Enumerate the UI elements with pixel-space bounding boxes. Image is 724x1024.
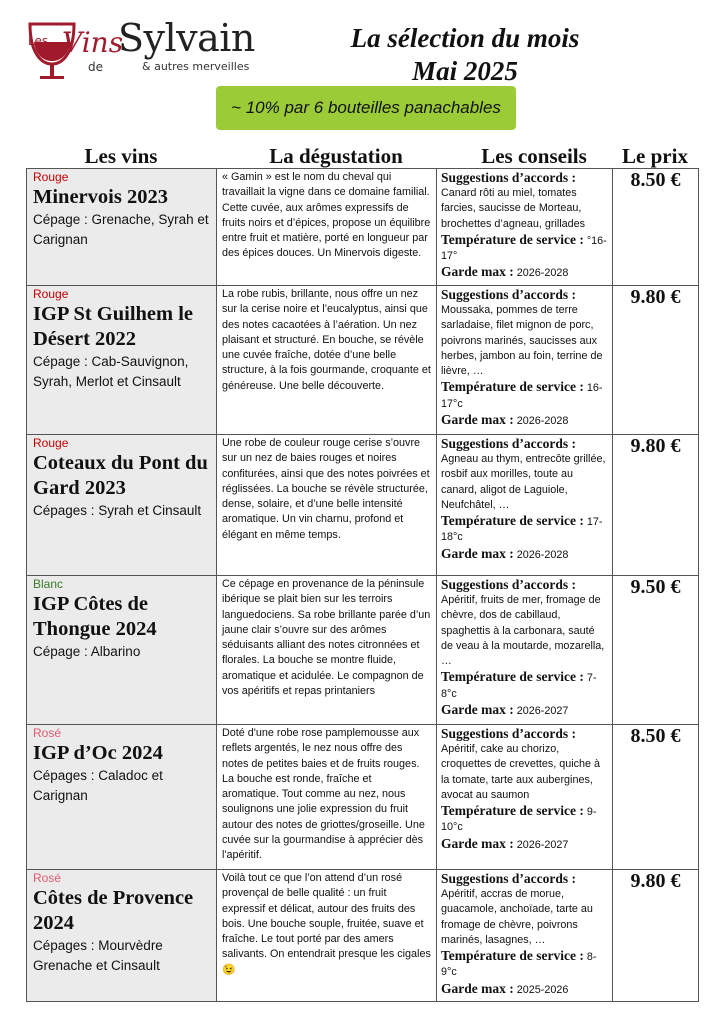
- suggestions-label: Suggestions d’accords :: [441, 436, 577, 451]
- garde-label: Garde max :: [441, 412, 514, 428]
- wine-type: Rouge: [33, 170, 69, 184]
- garde-value: 2026-2027: [516, 838, 569, 851]
- wine-name: Minervois 2023: [33, 186, 168, 208]
- wine-name: IGP d’Oc 2024: [33, 742, 163, 764]
- price-cell: 9.50 €: [613, 576, 699, 725]
- wine-type: Rosé: [33, 726, 62, 740]
- temperature-value: 16-17°c: [441, 382, 603, 410]
- pairings-text: Agneau au thym, entrecôte grillée, rosbif aux morilles, toute au canard, aligot de Laguiole, Neufchâtel, …: [441, 453, 606, 511]
- logo-tagline: & autres merveilles: [142, 60, 250, 73]
- garde-value: 2026-2028: [516, 415, 569, 428]
- title-line-2: Mai 2025: [412, 56, 518, 86]
- tasting-cell: « Gamin » est le nom du cheval qui travaillait la vigne dans ce domaine familial. Cette cuvée, aux arômes expressifs de fruits noirs et d’épices, propose un équilibre entre fruit et matière, porté en longueur par des épices douces. Un Minervois digeste.: [217, 169, 437, 286]
- price-cell: 9.80 €: [613, 870, 699, 1002]
- temperature-value: 9-10°c: [441, 806, 597, 834]
- suggestions-label: Suggestions d’accords :: [441, 726, 577, 741]
- temperature-value: 8-9°c: [441, 951, 597, 979]
- wine-name: IGP Côtes de Thongue 2024: [33, 593, 157, 640]
- temperature-label: Température de service :: [441, 379, 584, 395]
- price-cell: 8.50 €: [613, 725, 699, 870]
- wine-name: Côtes de Provence 2024: [33, 887, 194, 934]
- wine-type: Rosé: [33, 871, 62, 885]
- logo: [22, 14, 262, 84]
- suggestions-label: Suggestions d’accords :: [441, 871, 577, 886]
- price-cell: 8.50 €: [613, 169, 699, 286]
- temperature-label: Température de service :: [441, 948, 584, 964]
- wine-cell: [27, 435, 217, 576]
- temperature-label: Température de service :: [441, 231, 584, 247]
- tasting-cell: La robe rubis, brillante, nous offre un nez sur la cerise noire et l’eucalyptus, ainsi que des notes cacaotées à l’aération. Un nez plaisant et structuré. En bouche, se révèle une cuvée fraîche, dotée d’une belle structure, à la fois gourmande, croquante et généreuse. Une belle découverte.: [217, 286, 437, 435]
- logo-name: Sylvain: [118, 16, 255, 60]
- table-row: [27, 576, 699, 725]
- wine-cell: [27, 286, 217, 435]
- tasting-cell: Doté d'une robe rose pamplemousse aux reflets argentés, le nez nous offre des notes de petites baies et de fruits rouges. La bouche est ronde, fraîche et aromatique. Tout comme au nez, nous soulignons une jolie expression du fruit autour des notes de griottes/groseille. Une cuvée sur la gourmandise à apprécier dès l'apéritif.: [217, 725, 437, 870]
- advice-cell: [437, 725, 613, 870]
- wine-cepage: Cépages : Caladoc et Carignan: [33, 768, 163, 803]
- page-title: [300, 22, 630, 88]
- pairings-text: Apéritif, accras de morue, guacamole, anchoïade, tarte au fromage de chèvre, poivrons marinés, lasagnes, …: [441, 888, 593, 946]
- wine-table: [26, 168, 699, 1002]
- column-headers: [26, 144, 724, 168]
- pairings-text: Moussaka, pommes de terre sarladaise, filet mignon de porc, poivrons marinés, saucisses aux herbes, jambon au foin, terrine de lièvre, …: [441, 304, 603, 378]
- garde-label: Garde max :: [441, 835, 514, 851]
- garde-label: Garde max :: [441, 264, 514, 280]
- advice-cell: [437, 435, 613, 576]
- table-row: [27, 870, 699, 1002]
- wine-cell: [27, 870, 217, 1002]
- temperature-label: Température de service :: [441, 513, 584, 529]
- garde-value: 2026-2028: [516, 548, 569, 561]
- advice-cell: [437, 870, 613, 1002]
- suggestions-label: Suggestions d’accords :: [441, 287, 577, 302]
- wine-name: Coteaux du Pont du Gard 2023: [33, 452, 208, 499]
- garde-value: 2026-2027: [516, 705, 569, 718]
- temperature-value: °16-17°: [441, 234, 607, 263]
- header-wines: Les vins: [84, 144, 158, 168]
- garde-label: Garde max :: [441, 545, 514, 561]
- wine-cell: [27, 576, 217, 725]
- temperature-value: 7-8°c: [441, 672, 597, 700]
- garde-label: Garde max :: [441, 702, 514, 718]
- price-cell: 9.80 €: [613, 286, 699, 435]
- header-tasting: La dégustation: [269, 144, 403, 168]
- price-cell: 9.80 €: [613, 435, 699, 576]
- wine-cepage: Cépage : Albarino: [33, 644, 141, 659]
- suggestions-label: Suggestions d’accords :: [441, 577, 577, 592]
- advice-cell: [437, 576, 613, 725]
- wine-cell: [27, 169, 217, 286]
- advice-cell: [437, 169, 613, 286]
- temperature-label: Température de service :: [441, 669, 584, 685]
- table-row: [27, 435, 699, 576]
- logo-de: de: [88, 60, 103, 74]
- table-row: [27, 286, 699, 435]
- table-row: [27, 169, 699, 286]
- suggestions-label: Suggestions d’accords :: [441, 170, 577, 185]
- wine-cepage: Cépages : Mourvèdre Grenache et Cinsault: [33, 938, 163, 973]
- table-row: [27, 725, 699, 870]
- wine-cell: [27, 725, 217, 870]
- temperature-value: 17-18°c: [441, 516, 603, 544]
- logo-vins: Vins: [62, 26, 124, 59]
- logo-les: Les: [28, 34, 49, 48]
- pairings-text: Apéritif, cake au chorizo, croquettes de crevettes, quiche à la tomate, tarte aux aubergines, avocat au saumon: [441, 743, 601, 801]
- wine-cepage: Cépage : Grenache, Syrah et Carignan: [33, 212, 209, 247]
- wine-type: Rouge: [33, 287, 69, 301]
- promo-banner: ~ 10% par 6 bouteilles panachables: [216, 86, 516, 130]
- header-advice: Les conseils: [481, 144, 587, 168]
- wine-cepage: Cépage : Cab-Sauvignon, Syrah, Merlot et Cinsault: [33, 354, 189, 389]
- wine-name: IGP St Guilhem le Désert 2022: [33, 303, 194, 350]
- advice-cell: [437, 286, 613, 435]
- title-line-1: La sélection du mois: [350, 23, 580, 53]
- tasting-cell: Voilà tout ce que l’on attend d’un rosé provençal de belle qualité : un fruit expressif et délicat, autour des fruits des bois. Une bouche souple, fruitée, suave et fraîche. Le tout porté par des amers salivants. On entendrait presque les cigales 😉: [217, 870, 437, 1002]
- pairings-text: Canard rôti au miel, tomates farcies, saucisse de Morteau, brochettes d’agneau, grillades: [441, 187, 586, 230]
- wine-type: Rouge: [33, 436, 69, 450]
- tasting-cell: Une robe de couleur rouge cerise s’ouvre sur un nez de baies rouges et noires confiturées, ainsi que des notes poivrées et réglissées. La bouche se révèle structurée, dense, solaire, et d’une belle intensité aromatique. Un vin charnu, profond et élégant en même temps.: [217, 435, 437, 576]
- temperature-label: Température de service :: [441, 803, 584, 819]
- tasting-cell: Ce cépage en provenance de la péninsule ibérique se plait bien sur les terroirs languedociens. Sa robe brillante parée d’un jaune clair s’ouvre sur des arômes séduisants alliant des notes citronnées et florales. La bouche se montre fluide, aromatique et acidulée. Le compagnon de vos apéritifs et repas printaniers: [217, 576, 437, 725]
- garde-label: Garde max :: [441, 980, 514, 996]
- wine-cepage: Cépages : Syrah et Cinsault: [33, 503, 202, 518]
- pairings-text: Apéritif, fruits de mer, fromage de chèvre, dos de cabillaud, spaghettis à la carbonara, sauté de veau à la moutarde, mozarella, …: [441, 594, 605, 668]
- garde-value: 2025-2026: [516, 983, 569, 996]
- garde-value: 2026-2028: [516, 267, 569, 280]
- wine-type: Blanc: [33, 577, 64, 591]
- header-price: Le prix: [622, 144, 688, 168]
